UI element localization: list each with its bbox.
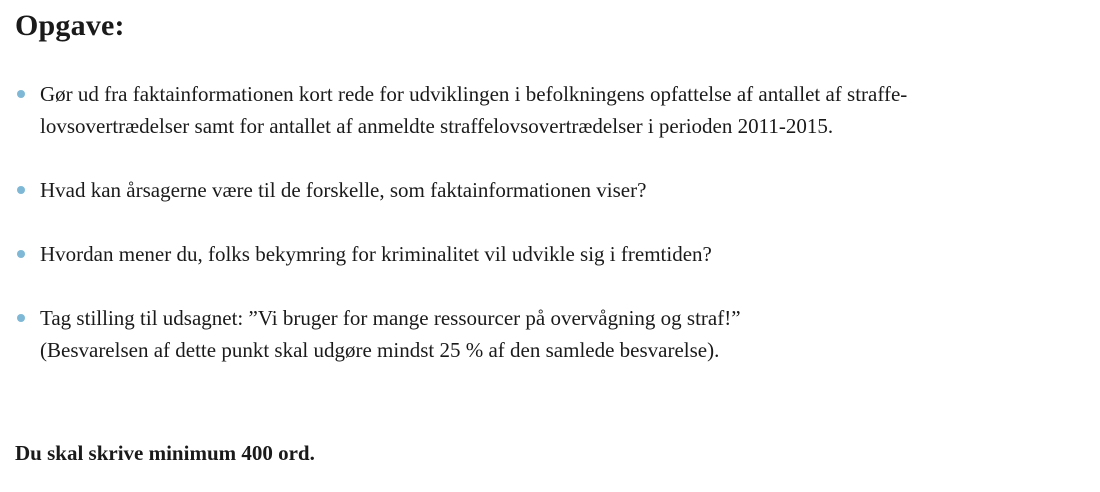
bullet-icon xyxy=(17,314,25,322)
word-count-requirement: Du skal skrive minimum 400 ord. xyxy=(15,441,315,465)
bullet-icon xyxy=(17,250,25,258)
task-item-2 xyxy=(0,174,1100,206)
task-1-line-1: Gør ud fra faktainformationen kort rede for udviklingen i befolkningens opfattelse af antallet af straffe- xyxy=(40,82,908,106)
task-list xyxy=(0,78,1100,366)
task-item-4 xyxy=(0,302,1100,366)
task-4-line-1: Tag stilling til udsagnet: ”Vi bruger for mange ressourcer på overvågning og straf!” xyxy=(40,306,741,330)
task-1-line-2: lovsovertrædelser samt for antallet af anmeldte straffelovsovertrædelser i perioden 2011-2015. xyxy=(40,114,834,138)
task-item-3 xyxy=(0,238,1100,270)
page-title: Opgave: xyxy=(15,9,125,42)
task-3-line-1: Hvordan mener du, folks bekymring for kriminalitet vil udvikle sig i fremtiden? xyxy=(40,242,712,266)
task-2-line-1: Hvad kan årsagerne være til de forskelle, som faktainformationen viser? xyxy=(40,178,647,202)
task-item-1 xyxy=(0,78,1100,142)
bullet-icon xyxy=(17,186,25,194)
task-4-line-2: (Besvarelsen af dette punkt skal udgøre mindst 25 % af den samlede besvarelse). xyxy=(40,338,720,362)
bullet-icon xyxy=(17,90,25,98)
